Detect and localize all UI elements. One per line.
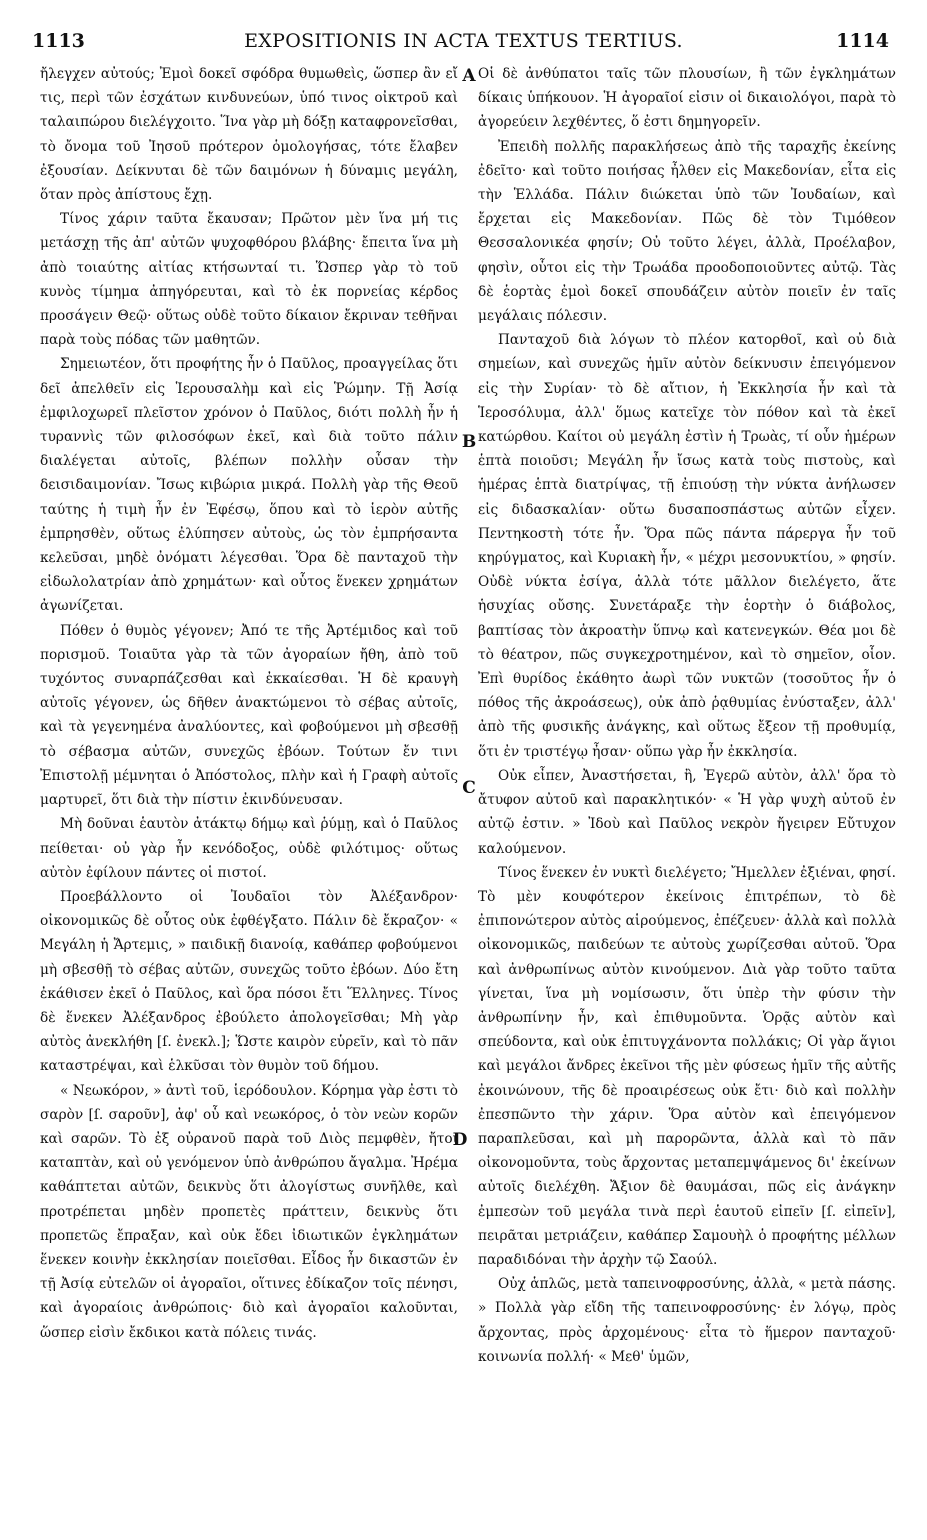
paragraph: Πανταχοῦ διὰ λόγων τὸ πλέον κατορθοῖ, καὶ οὐ διὰ σημείων, καὶ συνεχῶς ἡμῖν αὐτὸν δείκνυσιν ἐπειγόμενον εἰς τὴν Συρίαν· τὸ δὲ αἴτιον, ἡ Ἐκκλησία ἦν καὶ τὰ Ἱεροσόλυμα, ἀλλ' ὅμως κατεῖχε τὸν πόθον καὶ τὰ ἐκεῖ κατώρθου. Καίτοι οὐ μεγάλη ἐστὶν ἡ Τρωὰς, τί οὖν ἡμέρων ἑπτὰ ποιοῦσι; Μεγάλη ἦν ἴσως κατὰ τοὺς πιστοὺς, καὶ ἡμέρας ἑπτὰ διατρίψας, τῇ ἐπιούσῃ τὴν νύκτα ἀνήλωσεν εἰς διδασκαλίαν· οὕτω δυσαποσπάστως αὐτῶν εἶχεν. Πεντηκοστὴ τότε ἦν. Ὅρα πῶς πάντα πάρεργα ἦν τοῦ κηρύγματος, καὶ Κυριακὴ ἦν, « μέχρι μεσονυκτίου, » φησίν. Οὐδὲ νύκτα ἐσίγα, ἀλλὰ τότε μᾶλλον διελέγετο, ἅτε ἡσυχίας οὔσης. Συνετάραξε τὴν ἑορτὴν ὁ διάβολος, βαπτίσας τὸν ἀκροατὴν ὕπνῳ καὶ κατενεγκών. Θέα μοι δὲ τὸ θέατρον, πῶς συγκεχροτημένον, καὶ τὸ σημεῖον, οἷον. Ἐπὶ θυρίδος ἐκάθητο ἀωρὶ τῶν νυκτῶν (τοσοῦτος ἦν ὁ πόθος τῆς ἀκροάσεως), οὐκ ἀπὸ ῥᾳθυμίας ἐνύσταξεν, ἀλλ' ἀπὸ τῆς φυσικῆς ἀνάγκης, καὶ οὕτως ἔξεον τῇ προθυμίᾳ, ὅτι ἐν τριστέγῳ ἦσαν· οὕπω γὰρ ἦν ἐκκλησία. <box>478 332 896 760</box>
page-number-left: 1113 <box>32 30 85 52</box>
paragraph: Οὐχ ἁπλῶς, μετὰ ταπεινοφροσύνης, ἀλλὰ, « μετὰ πάσης. » Πολλὰ γὰρ εἴδη τῆς ταπεινοφροσύνης· ἐν λόγῳ, πρὸς ἄρχοντας, πρὸς ἀρχομένους· εἶτα τὸ ἥμερον πανταχοῦ· κοινωνία πολλή· « Μεθ' ὑμῶν, <box>478 1276 896 1365</box>
paragraph: ἤλεγχεν αὐτούς; Ἐμοὶ δοκεῖ σφόδρα θυμωθεὶς, ὥσπερ ἂν εἴ τις, περὶ τῶν ἐσχάτων κινδυνεύων, ὑπό τινος οἰκτροῦ καὶ ταλαιπώρου διελέγχοιτο. Ἵνα γὰρ μὴ δόξῃ καταφρονεῖσθαι, τὸ ὄνομα τοῦ Ἰησοῦ πρότερον ὁμολογήσας, τότε ἔλαβεν ἐξουσίαν. Δείκνυται δὲ τῶν δαιμόνων ἡ δύναμις μεγάλη, ὅταν πρὸς ἀπίστους ἔχῃ. <box>40 66 458 204</box>
paragraph: Οἱ δὲ ἀνθύπατοι ταῖς τῶν πλουσίων, ἢ τῶν ἐγκλημάτων δίκαις ὑπήκουον. Ἡ ἀγοραῖοί εἰσιν οἱ δικαιολόγοι, παρὰ τὸ ἀγορεύειν λεχθέντες, ὅ ἐστι δημηγορεῖν. <box>478 66 896 131</box>
left-column <box>40 62 458 1532</box>
paragraph: Οὐκ εἶπεν, Ἀναστήσεται, ἢ, Ἐγερῶ αὐτὸν, ἀλλ' ὅρα τὸ ἄτυφον αὐτοῦ καὶ παρακλητικόν· « Ἡ γὰρ ψυχὴ αὐτοῦ ἐν αὐτῷ ἐστιν. » Ἰδοὺ καὶ Παῦλος νεκρὸν ἤγειρεν Εὔτυχον καλούμενον. <box>478 767 896 857</box>
paragraph: Πόθεν ὁ θυμὸς γέγονεν; Ἀπό τε τῆς Ἀρτέμιδος καὶ τοῦ πορισμοῦ. Τοιαῦτα γὰρ τὰ τῶν ἀγοραίων ἤθη, ἀπὸ τοῦ τυχόντος συναρπάζεσθαι καὶ ἐκκαίεσθαι. Ἡ δὲ κραυγὴ αὐτοῖς γέγονεν, ὡς δῆθεν ἀνακτώμενοι τὸ σέβας αὐτοῖς, καὶ τὰ γεγενημένα ἀναλύοντες, καὶ φοβούμενοι μὴ σβεσθῇ τὸ σέβασμα αὐτῶν, συνεχῶς ἐβόων. Τούτων ἔν τινι Ἐπιστολῇ μέμνηται ὁ Ἀπόστολος, πλὴν καὶ ἡ Γραφὴ αὐτοῖς μαρτυρεῖ, ὅτι διὰ τὴν πίστιν ἐκινδύνευσαν. <box>40 622 458 809</box>
section-marker-a: A <box>462 66 476 86</box>
paragraph: Τίνος ἕνεκεν ἐν νυκτὶ διελέγετο; Ἤμελλεν ἐξιέναι, φησί. Τὸ μὲν κουφότερον ἐκείνοις ἐπιτρέπων, τὸ δὲ ἐπιπονώτερον αὐτὸς αἱρούμενος, ἐπέζευεν· ἀλλὰ καὶ πολλὰ οἰκονομικῶς, παιδεύων τε αὐτοὺς χωρίζεσθαι αὐτοῦ. Ὅρα καὶ ἀνθρωπίνως αὐτὸν κινούμενον. Διὰ γὰρ τοῦτο ταῦτα γίνεται, ἵνα μὴ νομίσωσιν, ὅτι ὑπὲρ τὴν φύσιν τὴν ἀνθρωπίνην ἦν, καὶ ἐπιθυμοῦντα. Ὁρᾷς αὐτὸν καὶ σπεύδοντα, καὶ οὐκ ἐπιτυγχάνοντα πολλάκις; Οἱ γὰρ ἅγιοι καὶ μεγάλοι ἄνδρες ἐκεῖνοι τῆς μὲν φύσεως ἡμῖν τῆς αὐτῆς ἐκοινώνουν, τῆς δὲ προαιρέσεως οὐκ ἔτι· διὸ καὶ πολλὴν ἐπεσπῶντο τὴν χάριν. Ὅρα αὐτὸν καὶ ἐπειγόμενον παραπλεῦσαι, καὶ μὴ παρορῶντα, ἀλλὰ καὶ τὸ πᾶν οἰκονομοῦντα, τοὺς ἄρχοντας μεταπεμψάμενος δι' ἐκείνων αὐτοῖς διελέχθη. Ἄξιον δὲ θαυμάσαι, πῶς εἰς ἀνάγκην ἐμπεσὼν τοῦ μεγάλα τινὰ περὶ ἑαυτοῦ εἰπεῖν [ſ. εἰπεῖν], πειρᾶται μετριάζειν, καθάπερ Σαμουὴλ ὁ προφήτης μέλλων παραδιδόναι τὴν ἀρχὴν τῷ Σαούλ. <box>478 864 896 1268</box>
paragraph: Σημειωτέον, ὅτι προφήτης ἦν ὁ Παῦλος, προαγγείλας ὅτι δεῖ ἀπελθεῖν εἰς Ἱερουσαλὴμ καὶ εἰς Ῥώμην. Τῇ Ἀσίᾳ ἐμφιλοχωρεῖ πλεῖστον χρόνον ὁ Παῦλος, διότι πολλὴ ἦν ἡ τυραννὶς τῶν φιλοσόφων ἐκεῖ, καὶ διὰ τοῦτο πάλιν διαλέγεται αὐτοῖς, βλέπων πολλὴν οὖσαν τὴν δεισιδαιμονίαν. Ἴσως κιβώρια μικρά. Πολλὴ γὰρ τῆς Θεοῦ ταύτης ἡ τιμὴ ἦν ἐν Ἐφέσῳ, ὅπου καὶ τὸ ἱερὸν αὐτῆς ἐμπρησθὲν, οὕτως ἐλύπησεν αὐτοὺς, ὡς τὸν ἐμπρήσαντα κελεῦσαι, μηδὲ ὀνόματι λέγεσθαι. Ὅρα δὲ πανταχοῦ τὴν εἰδωλολατρίαν ἀπὸ χρημάτων· καὶ οὗτος ἕνεκεν χρημάτων ἀγωνίζεται. <box>40 356 458 615</box>
paragraph: Προεβάλλοντο οἱ Ἰουδαῖοι τὸν Ἀλέξανδρον· οἰκονομικῶς δὲ οὗτος οὐκ ἐφθέγξατο. Πάλιν δὲ ἔκραζον· « Μεγάλη ἡ Ἄρτεμις, » παιδικῇ διανοίᾳ, καθάπερ φοβούμενοι μὴ σβεσθῇ τὸ σέβας αὐτῶν, συνεχῶς τοῦτο ἐβόων. Δύο ἔτη ἐκάθισεν ἐκεῖ ὁ Παῦλος, καὶ ὅρα πόσοι ἔτι Ἕλληνες. Τίνος δὲ ἕνεκεν Ἀλέξανδρος ἐβούλετο ἀπολογεῖσθαι; Μὴ γὰρ αὐτὸς ἀνεκλήθη [ſ. ἐνεκλ.]; Ὥστε καιρὸν εὑρεῖν, καὶ τὸ πᾶν καταστρέψαι, καὶ ἑλκῦσαι τὸν θυμὸν τοῦ δήμου. <box>40 888 458 1075</box>
section-marker-d: D <box>452 1130 468 1150</box>
running-title: EXPOSITIONIS IN ACTA TEXTUS TERTIUS. <box>244 30 683 52</box>
paragraph: Τίνος χάριν ταῦτα ἔκαυσαν; Πρῶτον μὲν ἵνα μή τις μετάσχῃ τῆς ἀπ' αὐτῶν ψυχοφθόρου βλάβης· ἔπειτα ἵνα μὴ ἀπὸ τοιαύτης αἰτίας κτήσωνταί τι. Ὥσπερ γὰρ τὸ τοῦ κυνὸς τίμημα ἀπηγόρευται, καὶ τὸ ἐκ πορνείας κέρδος προσάγειν Θεῷ· οὕτως οὐδὲ τοῦτο δίκαιον ἔκριναν τεθῆναι παρὰ τοὺς πόδας τῶν μαθητῶν. <box>40 211 458 349</box>
page-header <box>30 30 897 60</box>
section-marker-c: C <box>462 778 476 798</box>
paragraph: « Νεωκόρον, » ἀντὶ τοῦ, ἱερόδουλον. Κόρημα γὰρ ἐστι τὸ σαρὸν [ſ. σαροῦν], ἀφ' οὗ καὶ νεωκόρος, ὁ τὸν νεὼν κορῶν καὶ σαρῶν. Τὸ ἐξ οὐρανοῦ παρὰ τοῦ Διὸς πεμφθὲν, ἤτοι καταπτὰν, καὶ οὐ γενόμενον ὑπὸ ἀνθρώπου ἄγαλμα. Ἠρέμα καθάπτεται αὐτῶν, δεικνὺς ὅτι ἀλογίστως συνῆλθε, καὶ προτρέπεται μηδὲν προπετὲς πράττειν, δεικνὺς ὅτι προπετῶς ἔπραξαν, καὶ οὐκ ἔδει ἰδιωτικῶν ἐγκλημάτων ἕνεκεν κοινὴν ἐκκλησίαν ποιεῖσθαι. Εἶδος ἦν δικαστῶν ἐν τῇ Ἀσίᾳ εὐτελῶν οἱ ἀγοραῖοι, οἵτινες ἐδίκαζον τοῖς πένησι, καὶ ἀγοραίοις ἀνθρώποις· διὸ καὶ ἀγοραῖοι καλοῦνται, ὥσπερ εἰσὶν ἔκδικοι κατὰ πόλεις τινάς. <box>40 1082 458 1341</box>
right-column <box>478 62 896 1532</box>
paragraph: Μὴ δοῦναι ἑαυτὸν ἀτάκτῳ δήμῳ καὶ ῥύμῃ, καὶ ὁ Παῦλος πείθεται· οὐ γὰρ ἦν κενόδοξος, οὐδὲ φιλότιμος· οὕτως αὐτὸν ἐφίλουν πάντες οἱ πιστοί. <box>40 816 458 881</box>
paragraph: Ἐπειδὴ πολλῆς παρακλήσεως ἀπὸ τῆς ταραχῆς ἐκείνης ἐδεῖτο· καὶ τοῦτο ποιήσας ἦλθεν εἰς Μακεδονίαν, εἶτα εἰς τὴν Ἑλλάδα. Πάλιν διώκεται ὑπὸ τῶν Ἰουδαίων, καὶ ἔρχεται εἰς Μακεδονίαν. Πῶς δὲ τὸν Τιμόθεον Θεσσαλονικέα φησίν; Οὐ τοῦτο λέγει, ἀλλὰ, Προέλαβον, φησὶν, οὗτοι εἰς τὴν Τρωάδα προοδοποιοῦντες αὐτῷ. Τὰς δὲ ἑορτὰς ἐμοὶ δοκεῖ σπουδάζειν αὐτὸν ποιεῖν ἐν ταῖς μεγάλαις πόλεσιν. <box>478 138 896 325</box>
page-number-right: 1114 <box>836 30 889 52</box>
section-marker-b: B <box>461 432 477 452</box>
